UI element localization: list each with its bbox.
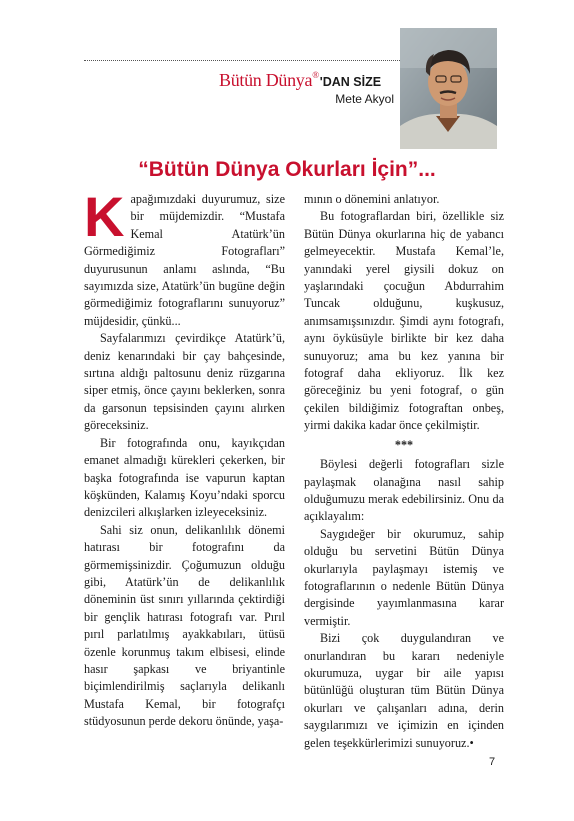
paragraph: Bu fotograflardan biri, özellikle siz Bütün Dünya okurlarına hiç de yabancı gelmeyecektir. Mustafa Kemal’le, yanındaki yerel giysili dokuz on yaşlarındaki çocuğun Abdurrahim Tuncak olduğunu, kuşkusuz, anımsamışsınızdır. Şimdi aynı fotografı, aynı öyküsüyle birlikte bir kez daha sunuyoruz; ama bu kez yanına bir fotograf daha ekliyoruz. İlk kez göreceğiniz bu yeni fotograf, o gün çekilen bildiğimiz fotograftan onbeş, yirmi dakika kadar önce çekilmiştir. bbox=[304, 209, 504, 433]
paragraph: Bir fotografında onu, kayıkçıdan emanet almadığı kürekleri çekerken, bir başka fotografında ise vapurun kaptan köşkünden, Kalamış Koyu’ndaki sporcu denizcileri alkışlarken izleyeceksiniz. bbox=[84, 435, 285, 520]
paragraph: Böylesi değerli fotografları sizle paylaşmak olanağına nasıl sahip olduğumuzu merak edebilirsiniz. Onu da açıklayalım: bbox=[304, 457, 504, 524]
section-separator: *** bbox=[394, 437, 414, 452]
column-header bbox=[219, 70, 381, 91]
author-name: Mete Akyol bbox=[335, 92, 394, 106]
article-right-column bbox=[304, 191, 504, 752]
butun-dunya-logo: Bütün Dünya® bbox=[219, 70, 319, 90]
paragraph-continuation: mının o dönemini anlatıyor. bbox=[304, 192, 440, 206]
drop-cap: K bbox=[84, 185, 125, 248]
author-photo bbox=[400, 28, 497, 149]
paragraph: Sayfalarımızı çevirdikçe Atatürk’ü, deniz kenarındaki bir çay bahçesinde, sırtına aldığı paltosunu deniz rüzgarına siper etmiş, önce çayını beklerken, sonra da garsonun tepsisinden çayını alırken göreceksiniz. bbox=[84, 331, 285, 433]
page-number: 7 bbox=[489, 756, 496, 768]
paragraph: Kapağımızdaki duyurumuz, size bir müjdemizdir. “Mustafa Kemal Atatürk’ün Görmediğimiz Fotografları” duyurusunun anlamı aslında, “Bu sayımızda size, Atatürk’ün bugüne değin görmediğimiz fotograflarını sunuyoruz” müjdesidir, çünkü... bbox=[84, 185, 285, 328]
header-dotted-rule bbox=[84, 60, 416, 61]
article-left-column bbox=[84, 185, 285, 731]
article-title: “Bütün Dünya Okurları İçin”... bbox=[138, 158, 436, 181]
paragraph: Bizi çok duygulandıran ve onurlandıran bu kararı nedeniyle okurumuza, uygar bir aile yapısı bütünlüğü oluşturan tüm Bütün Dünya okurları ve çalışanları adına, derin saygılarımızı ve içimizin en içinden gelen teşekkürlerimizi sunuyoruz.• bbox=[304, 631, 504, 750]
paragraph: Sahi siz onun, delikanlılık dönemi hatırası bir fotografını da görmemişsinizdir. Çoğumuzun olduğu gibi, Atatürk’ün de delikanlılık döneminin üst sınırı yıllarında çektirdiği bir gençlik hatırası fotografı var. Pırıl pırıl parlatılmış ayakkabıları, ütüsü özenle korunmuş takım elbisesi, elinde hasır şapkası ve briyantinle biçimlendirilmiş saçlarıyla delikanlı Mustafa Kemal, bir fotografçı stüdyosunun perde dekoru önünde, yaşa- bbox=[84, 522, 285, 729]
column-name: 'DAN SİZE bbox=[319, 75, 382, 89]
paragraph: Saygıdeğer bir okurumuz, sahip olduğu bu servetini Bütün Dünya okurlarıyla paylaşmayı istemiş ve fotograflarının o nedenle Bütün Dünya dergisinde yayımlanmasına karar vermiştir. bbox=[304, 526, 504, 628]
